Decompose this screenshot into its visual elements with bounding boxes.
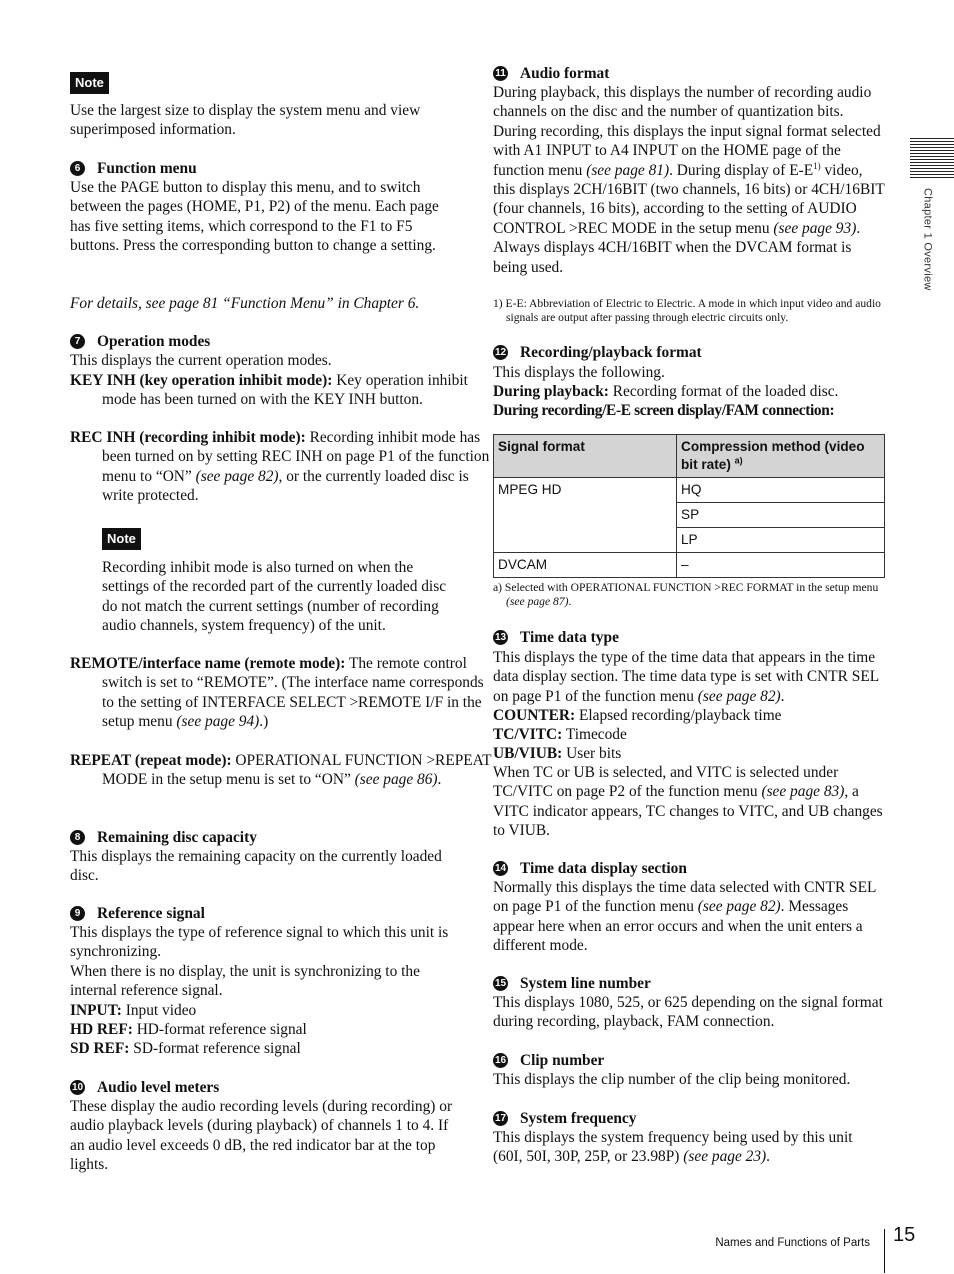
time-data-type-body-2: When TC or UB is selected, and VITC is selected under TC/VITC on page P2 of the function menu (see page 83), a VITC indicator appears, TC changes to VITC, and UB changes to VIUB.: [493, 764, 883, 840]
ub-viub-item: UB/VIUB: User bits: [493, 745, 622, 762]
section-heading-operation-modes: 7 Operation modes: [70, 332, 462, 351]
table-header-row: [494, 435, 885, 478]
table-cell-hq: HQ: [677, 478, 885, 503]
remaining-disc-capacity-body: This displays the remaining capacity on the currently loaded disc.: [70, 848, 442, 885]
section-heading-system-line-number: 15 System line number: [494, 975, 651, 992]
table-cell-dvcam: DVCAM: [494, 553, 677, 578]
repeat-item: REPEAT (repeat mode): OPERATIONAL FUNCTION >REPEAT MODE in the setup menu is set to “ON” (see page 86).: [70, 752, 492, 789]
function-menu-body: Use the PAGE button to display this menu, and to switch between the pages (HOME, P1, P2) of the menu. Each page has five setting items, which correspond to the F1 to F5 buttons. Press the corresponding button to change a setting.: [70, 179, 439, 255]
reference-signal-body: This displays the type of reference signal to which this unit is synchronizing.: [70, 924, 449, 961]
section-heading-time-data-display: 14 Time data display section: [494, 860, 687, 877]
number-badge-icon: 10: [70, 1080, 85, 1095]
table-cell-lp: LP: [677, 528, 885, 553]
key-inh-item: KEY INH (key operation inhibit mode): Key operation inhibit mode has been turned on with the KEY INH button.: [70, 372, 468, 409]
number-badge-icon: 17: [493, 1111, 508, 1126]
number-badge-icon: 12: [493, 345, 508, 360]
section-heading-recording-playback-format: 12 Recording/playback format: [494, 344, 702, 361]
audio-level-meters-body: These display the audio recording levels (during recording) or audio playback levels (during playback) of channels 1 to 4. If an audio level exceeds 0 dB, the red indicator bar at the top lights.: [70, 1098, 453, 1174]
number-badge-icon: 7: [70, 334, 85, 349]
number-badge-icon: 9: [70, 906, 85, 921]
rec-inh-item: REC INH (recording inhibit mode): Recording inhibit mode has been turned on by setting REC INH on page P1 of the function menu to “ON” (see page 82), or the currently loaded disc is write protected.: [70, 429, 490, 505]
counter-item: COUNTER: Elapsed recording/playback time: [493, 707, 782, 724]
system-frequency-body: This displays the system frequency being used by this unit (60I, 50I, 30P, 25P, or 23.98P) (see page 23).: [493, 1129, 853, 1166]
table-header-signal-format: Signal format: [494, 435, 677, 478]
number-badge-icon: 15: [493, 976, 508, 991]
section-heading-clip-number: 16 Clip number: [494, 1052, 605, 1069]
section-heading-reference-signal: 9 Reference signal: [70, 904, 462, 923]
section-heading-remaining-disc-capacity: 8 Remaining disc capacity: [70, 828, 462, 847]
recording-playback-format-intro: This displays the following.: [493, 364, 665, 381]
chapter-tab-label: Chapter 1 Overview: [921, 188, 934, 291]
section-heading-system-frequency: 17 System frequency: [494, 1110, 637, 1127]
operation-modes-intro: This displays the current operation modes.: [70, 352, 332, 369]
table-row: [494, 478, 885, 503]
table-row: [494, 553, 885, 578]
number-badge-icon: 14: [493, 861, 508, 876]
number-badge-icon: 11: [493, 66, 508, 81]
section-heading-time-data-type: 13 Time data type: [494, 629, 619, 646]
table-cell-mpeg-hd: MPEG HD: [494, 478, 677, 553]
number-badge-icon: 13: [493, 630, 508, 645]
table-cell-dash: –: [677, 553, 885, 578]
footnote-a: a) Selected with OPERATIONAL FUNCTION >REC FORMAT in the setup menu (see page 87).: [493, 581, 879, 608]
audio-format-body: During playback, this displays the number of recording audio channels on the disc and the number of quantization bits. During recording, this displays the input signal format selected with A1 INPUT to A4 INPUT on the HOME page of the function menu (see page 81). During display of $E-E^{1)}$ video, this displays 2CH/16BIT (two channels, 16 bits) or 4CH/16BIT (four channels, 16 bits), according to the setting of AUDIO CONTROL >REC MODE in the setup menu (see page 93). Always displays 4CH/16BIT when the DVCAM format is being used.: [493, 84, 885, 276]
table-cell-sp: SP: [677, 503, 885, 528]
footer-divider: [884, 1229, 885, 1273]
input-item: INPUT: Input video: [70, 1002, 197, 1019]
footer-section-title: Names and Functions of Parts: [715, 1237, 870, 1249]
note-label-rec-inh: Note: [102, 528, 141, 550]
number-badge-icon: 16: [493, 1053, 508, 1068]
during-playback-item: During playback: Recording format of the loaded disc.: [493, 383, 839, 400]
number-badge-icon: 6: [70, 161, 85, 176]
note-label: Note: [70, 72, 109, 94]
reference-signal-body-2: When there is no display, the unit is synchronizing to the internal reference signal.: [70, 963, 420, 1000]
note-text: Use the largest size to display the system menu and view superimposed information.: [70, 102, 421, 139]
section-heading-function-menu: 6 Function menu: [70, 159, 462, 178]
section-heading-audio-format: 11 Audio format: [493, 64, 885, 83]
clip-number-body: This displays the clip number of the clip being monitored.: [493, 1071, 851, 1088]
footnote-e-e: 1) E-E: Abbreviation of Electric to Electric. A mode in which input video and audio signals are output after passing through electric circuits only.: [493, 297, 881, 324]
time-data-display-body: Normally this displays the time data selected with CNTR SEL on page P1 of the function menu (see page 82). Messages appear here when an error occurs and when the unit enters a different mode.: [493, 879, 876, 955]
table-header-compression-method: Compression method (video bit rate) $^{a)}$: [677, 435, 885, 478]
during-recording-item: During recording/E-E screen display/FAM connection:: [493, 402, 835, 419]
format-table: [493, 434, 885, 578]
rec-inh-note-text: Recording inhibit mode is also turned on when the settings of the recorded part of the currently loaded disc do not match the current settings (number of recording audio channels, system frequency) of the unit.: [102, 559, 447, 635]
chapter-tab-stripes: [910, 138, 954, 180]
number-badge-icon: 8: [70, 830, 85, 845]
system-line-number-body: This displays 1080, 525, or 625 depending on the signal format during recording, playback, FAM connection.: [493, 994, 883, 1031]
hd-ref-item: HD REF: HD-format reference signal: [70, 1021, 307, 1038]
section-heading-audio-level-meters: 10 Audio level meters: [71, 1079, 220, 1096]
function-menu-reference: For details, see page 81 “Function Menu” in Chapter 6.: [70, 295, 420, 312]
sd-ref-item: SD REF: SD-format reference signal: [70, 1040, 301, 1057]
tc-vitc-item: TC/VITC: Timecode: [493, 726, 627, 743]
time-data-type-body: This displays the type of the time data that appears in the time data display section. The time data type is set with CNTR SEL on page P1 of the function menu (see page 82).: [493, 649, 879, 705]
remote-item: REMOTE/interface name (remote mode): The remote control switch is set to “REMOTE”. (The interface name corresponds to the setting of INTERFACE SELECT >REMOTE I/F in the setup menu (see page 94).): [70, 655, 484, 731]
page-number: 15: [893, 1224, 916, 1246]
